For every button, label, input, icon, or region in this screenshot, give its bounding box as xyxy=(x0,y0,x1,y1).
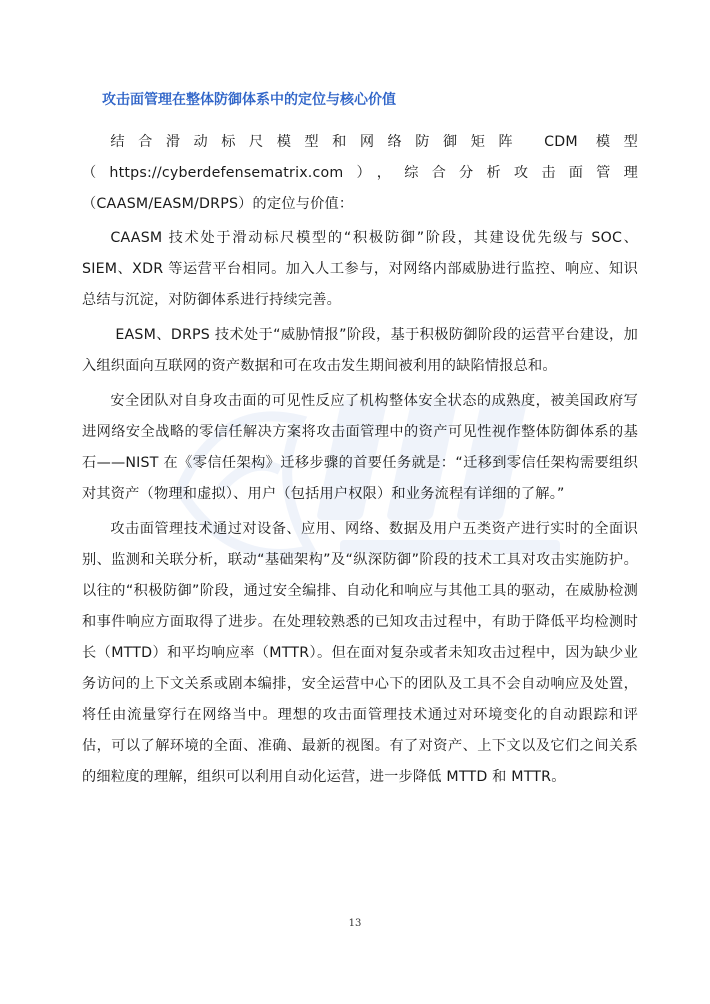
paragraph-zero-trust: 安全团队对自身攻击面的可见性反应了机构整体安全状态的成熟度，被美国政府写进网络安全战略的零信任解决方案将攻击面管理中的资产可见性视作整体防御体系的基石——NIST 在《零信任架构》迁移步骤的首要任务就是：“迁移到零信任架构需要组织对其资产（物理和虚拟）、用户（包括用户权限）和业务流程有详细的了解。” xyxy=(82,393,638,502)
paragraph-asm-technology: 攻击面管理技术通过对设备、应用、网络、数据及用户五类资产进行实时的全面识别、监测和关联分析，联动“基础架构”及“纵深防御”阶段的技术工具对攻击实施防护。以往的“积极防御”阶段，通过安全编排、自动化和响应与其他工具的驱动，在威胁检测和事件响应方面取得了进步。在处理较熟悉的已知攻击过程中，有助于降低平均检测时长（MTTD）和平均响应率（MTTR）。但在面对复杂或者未知攻击过程中，因为缺少业务访问的上下文关系或剧本编排，安全运营中心下的团队及工具不会自动响应及处置，将任由流量穿行在网络当中。理想的攻击面管理技术通过对环境变化的自动跟踪和评估，可以了解环境的全面、准确、最新的视图。有了对资产、上下文以及它们之间关系的细粒度的理解，组织可以利用自动化运营，进一步降低 MTTD 和 MTTR。 xyxy=(82,521,638,785)
page-number: 13 xyxy=(348,918,362,929)
document-body xyxy=(82,90,638,797)
section-heading: 攻击面管理在整体防御体系中的定位与核心价值 xyxy=(102,92,396,108)
paragraph-easm-drps: EASM、DRPS 技术处于“威胁情报”阶段，基于积极防御阶段的运营平台建设，加入组织面向互联网的资产数据和可在攻击发生期间被利用的缺陷情报总和。 xyxy=(82,327,638,374)
paragraph-intro: 结合滑动标尺模型和网络防御矩阵 CDM 模型（https://cyberdefensematrix.com），综合分析攻击面管理（CAASM/EASM/DRPS）的定位与价值： xyxy=(82,134,638,212)
paragraph-caasm: CAASM 技术处于滑动标尺模型的“积极防御”阶段，其建设优先级与 SOC、SIEM、XDR 等运营平台相同。加入人工参与，对网络内部威胁进行监控、响应、知识总结与沉淀，对防御体系进行持续完善。 xyxy=(82,230,638,308)
